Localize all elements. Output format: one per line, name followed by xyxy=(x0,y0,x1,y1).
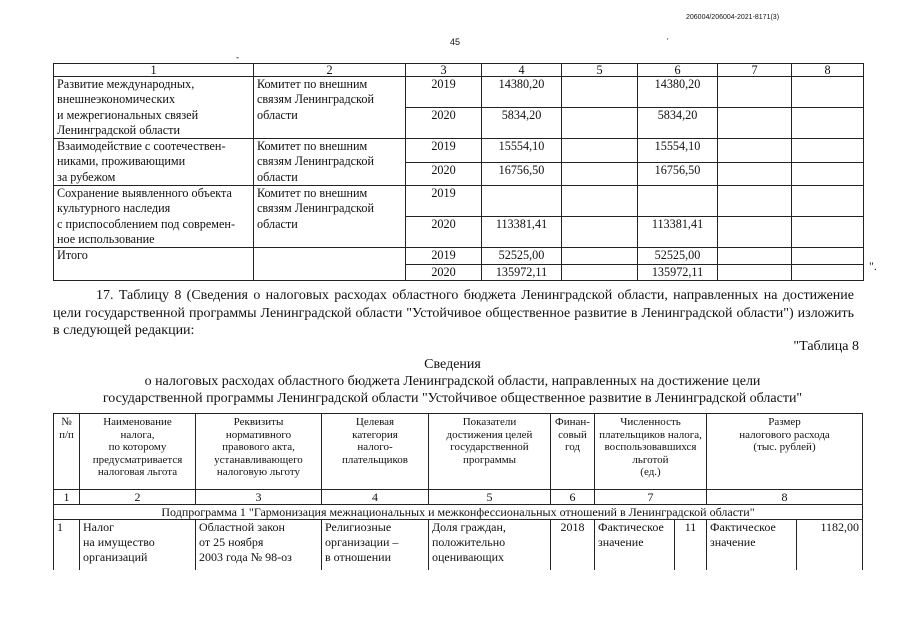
value-col7 xyxy=(718,264,792,280)
row-tax: Налог на имущество организаций xyxy=(80,520,196,571)
row-amount-label: Фактическое значение xyxy=(707,520,797,571)
value-col4: 5834,20 xyxy=(482,108,562,139)
year-cell: 2020 xyxy=(406,162,482,185)
value-col6: 135972,11 xyxy=(638,264,718,280)
value-col7 xyxy=(718,217,792,248)
year-cell: 2020 xyxy=(406,217,482,248)
table-8-label: "Таблица 8 xyxy=(793,339,859,354)
header-cell: 3 xyxy=(406,64,482,77)
value-col4: 14380,20 xyxy=(482,77,562,108)
header-num: № п/п xyxy=(54,414,80,490)
header-indicator: Показатели достижения целей государственной программы xyxy=(429,414,551,490)
value-col7 xyxy=(718,162,792,185)
row-year: 2018 xyxy=(551,520,595,571)
year-cell: 2020 xyxy=(406,264,482,280)
section-subtitle-line1: о налоговых расходах областного бюджета Ленинградской области, направленных на достижение цели xyxy=(144,374,761,389)
row-num: 1 xyxy=(54,520,80,571)
value-col5 xyxy=(562,162,638,185)
table-row xyxy=(54,77,864,108)
column-number: 1 xyxy=(54,490,80,505)
year-cell: 2019 xyxy=(406,77,482,108)
activity-name: Взаимодействие с соотечествен- никами, проживающими за рубежом xyxy=(54,139,254,186)
table-row xyxy=(54,248,864,264)
value-col5 xyxy=(562,248,638,264)
value-col6: 14380,20 xyxy=(638,77,718,108)
value-col8 xyxy=(792,248,864,264)
table-row xyxy=(54,186,864,217)
header-cell: 7 xyxy=(718,64,792,77)
column-number: 4 xyxy=(322,490,429,505)
value-col7 xyxy=(718,77,792,108)
scan-dot: · xyxy=(666,34,669,44)
column-number: 3 xyxy=(196,490,322,505)
header-cell: 4 xyxy=(482,64,562,77)
header-tax: Наименование налога, по которому предусматривается налоговая льгота xyxy=(80,414,196,490)
value-col6 xyxy=(638,186,718,217)
subprogram-title: Подпрограмма 1 "Гармонизация межнациональных и межконфессиональных отношений в Ленинградской области" xyxy=(54,505,863,520)
activity-name: Итого xyxy=(54,248,254,281)
header-cell: 6 xyxy=(638,64,718,77)
value-col5 xyxy=(562,217,638,248)
row-category: Религиозные организации – в отношении xyxy=(322,520,429,571)
table-header-row xyxy=(54,64,864,77)
value-col6: 16756,50 xyxy=(638,162,718,185)
value-col4: 15554,10 xyxy=(482,139,562,162)
value-col5 xyxy=(562,264,638,280)
value-col8 xyxy=(792,139,864,162)
column-number: 2 xyxy=(80,490,196,505)
row-act: Областной закон от 25 ноября 2003 года № 98-оз xyxy=(196,520,322,571)
tax-expenditures-table xyxy=(53,413,863,570)
budget-table-continued xyxy=(53,63,864,281)
header-category: Целевая категория налого- плательщиков xyxy=(322,414,429,490)
activity-name: Развитие международных, внешнеэкономических и межрегиональных связей Ленинградской области xyxy=(54,77,254,139)
paragraph-17 xyxy=(53,287,854,340)
row-payers-label: Фактическое значение xyxy=(595,520,675,571)
header-cell: 8 xyxy=(792,64,864,77)
value-col8 xyxy=(792,264,864,280)
value-col4: 135972,11 xyxy=(482,264,562,280)
value-col5 xyxy=(562,186,638,217)
table-row xyxy=(54,139,864,162)
value-col7 xyxy=(718,186,792,217)
section-subtitle-line2: государственной программы Ленинградской области "Устойчивое общественное развитие в Ленинградской области" xyxy=(102,391,803,406)
activity-name: Сохранение выявленного объекта культурного наследия с приспособлением под современ- ное использование xyxy=(54,186,254,248)
column-number: 5 xyxy=(429,490,551,505)
value-col6: 5834,20 xyxy=(638,108,718,139)
value-col7 xyxy=(718,108,792,139)
section-title: Сведения xyxy=(424,357,481,372)
year-cell: 2019 xyxy=(406,186,482,217)
value-col8 xyxy=(792,217,864,248)
subprogram-row xyxy=(54,505,863,520)
value-col6: 113381,41 xyxy=(638,217,718,248)
closing-quote: ". xyxy=(869,259,877,273)
header-cell: 5 xyxy=(562,64,638,77)
value-col8 xyxy=(792,162,864,185)
value-col8 xyxy=(792,108,864,139)
value-col7 xyxy=(718,139,792,162)
header-amount: Размер налогового расхода (тыс. рублей) xyxy=(707,414,863,490)
scan-mark: - xyxy=(236,52,239,62)
table8-header-row xyxy=(54,414,863,490)
year-cell: 2019 xyxy=(406,248,482,264)
header-act: Реквизиты нормативного правового акта, устанавливающего налоговую льготу xyxy=(196,414,322,490)
value-col4: 16756,50 xyxy=(482,162,562,185)
column-number: 8 xyxy=(707,490,863,505)
responsible-org: Комитет по внешним связям Ленинградской области xyxy=(254,139,406,186)
column-number: 7 xyxy=(595,490,707,505)
value-col7 xyxy=(718,248,792,264)
value-col5 xyxy=(562,108,638,139)
header-cell: 2 xyxy=(254,64,406,77)
header-cell: 1 xyxy=(54,64,254,77)
table8-number-row xyxy=(54,490,863,505)
responsible-org: Комитет по внешним связям Ленинградской области xyxy=(254,77,406,139)
column-number: 6 xyxy=(551,490,595,505)
value-col8 xyxy=(792,77,864,108)
row-payers-value: 11 xyxy=(675,520,707,571)
value-col6: 52525,00 xyxy=(638,248,718,264)
paragraph-text: 17. Таблицу 8 (Сведения о налоговых расходах областного бюджета Ленинградской области, направленных на достижение цели государственной программы Ленинградской области "Устойчивое общественное развитие в Ленинградской области") изложить в следующей редакции: xyxy=(53,288,854,338)
value-col5 xyxy=(562,77,638,108)
year-cell: 2020 xyxy=(406,108,482,139)
page-number: 45 xyxy=(449,37,460,47)
value-col4: 52525,00 xyxy=(482,248,562,264)
value-col4: 113381,41 xyxy=(482,217,562,248)
value-col5 xyxy=(562,139,638,162)
value-col6: 15554,10 xyxy=(638,139,718,162)
responsible-org: Комитет по внешним связям Ленинградской области xyxy=(254,186,406,248)
header-year: Финан- совый год xyxy=(551,414,595,490)
header-payers: Численность плательщиков налога, воспользовавшихся льготой (ед.) xyxy=(595,414,707,490)
value-col4 xyxy=(482,186,562,217)
responsible-org xyxy=(254,248,406,281)
row-indicator: Доля граждан, положительно оценивающих xyxy=(429,520,551,571)
value-col8 xyxy=(792,186,864,217)
document-id: 206004/206004-2021-8171(3) xyxy=(686,14,780,21)
table8-data-row xyxy=(54,520,863,571)
row-amount-value: 1182,00 xyxy=(797,520,863,571)
year-cell: 2019 xyxy=(406,139,482,162)
